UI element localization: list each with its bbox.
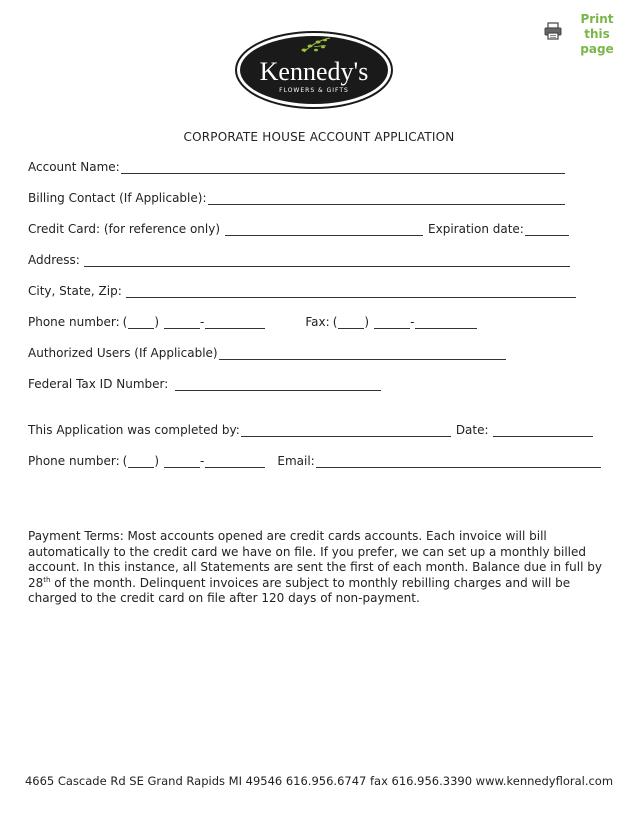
authorized-users-label: Authorized Users (If Applicable) xyxy=(28,346,218,360)
print-line2: page xyxy=(580,42,614,56)
billing-contact-field[interactable] xyxy=(208,191,565,205)
fax-label: Fax: xyxy=(305,315,330,329)
billing-contact-label: Billing Contact (If Applicable): xyxy=(28,191,207,205)
dash: - xyxy=(200,454,205,468)
kennedys-logo xyxy=(234,30,394,110)
phone-prefix-field[interactable] xyxy=(164,315,200,329)
email-label: Email: xyxy=(277,454,315,468)
dash: - xyxy=(200,315,205,329)
expiration-field[interactable] xyxy=(525,222,569,236)
city-state-zip-label: City, State, Zip: xyxy=(28,284,122,298)
dash: - xyxy=(410,315,415,329)
account-name-label: Account Name: xyxy=(28,160,120,174)
fax-area-code-field[interactable] xyxy=(338,315,364,329)
paren-close: ) xyxy=(154,454,160,468)
phone-label: Phone number: xyxy=(28,315,120,329)
paren-close: ) xyxy=(364,315,370,329)
federal-tax-row xyxy=(28,375,381,391)
paren-open: ( xyxy=(122,315,128,329)
account-name-field[interactable] xyxy=(121,160,565,174)
address-label: Address: xyxy=(28,253,80,267)
completed-by-row xyxy=(28,421,593,437)
authorized-users-field[interactable] xyxy=(219,346,506,360)
credit-card-label: Credit Card: (for reference only) xyxy=(28,222,221,236)
fax-line-field[interactable] xyxy=(415,315,477,329)
phone2-area-code-field[interactable] xyxy=(128,454,154,468)
federal-tax-field[interactable] xyxy=(175,377,381,391)
email-field[interactable] xyxy=(316,454,601,468)
billing-contact-row xyxy=(28,189,565,205)
credit-card-field[interactable] xyxy=(225,222,423,236)
address-row xyxy=(28,251,570,267)
completed-by-label: This Application was completed by: xyxy=(28,423,240,437)
city-state-zip-row xyxy=(28,282,576,298)
page-title: CORPORATE HOUSE ACCOUNT APPLICATION xyxy=(183,130,455,144)
logo-tagline: FLOWERS & GIFTS xyxy=(279,87,349,94)
footer-contact: 4665 Cascade Rd SE Grand Rapids MI 49546 616.956.6747 fax 616.956.3390 www.kennedyfloral.com xyxy=(24,774,614,788)
paren-open: ( xyxy=(122,454,128,468)
fax-prefix-field[interactable] xyxy=(374,315,410,329)
terms-text-after: of the month. Delinquent invoices are subject to monthly rebilling charges and will be charged to the credit card on file after 120 days of non-payment. xyxy=(28,575,571,605)
account-name-row xyxy=(28,158,565,174)
phone2-line-field[interactable] xyxy=(205,454,265,468)
logo-name: Kennedy's xyxy=(259,57,369,86)
phone2-label: Phone number: xyxy=(28,454,120,468)
address-field[interactable] xyxy=(84,253,570,267)
date-field[interactable] xyxy=(493,423,593,437)
credit-card-row xyxy=(28,220,569,236)
federal-tax-label: Federal Tax ID Number: xyxy=(28,377,169,391)
print-line1: Print this xyxy=(580,12,614,41)
completed-by-field[interactable] xyxy=(241,423,451,437)
payment-terms xyxy=(28,529,608,607)
paren-open: ( xyxy=(332,315,338,329)
phone-fax-row xyxy=(28,313,477,329)
print-text[interactable] xyxy=(568,12,626,57)
phone-area-code-field[interactable] xyxy=(128,315,154,329)
city-state-zip-field[interactable] xyxy=(126,284,576,298)
phone-email-row xyxy=(28,452,601,468)
expiration-label: Expiration date: xyxy=(428,222,524,236)
date-label: Date: xyxy=(455,423,489,437)
authorized-users-row xyxy=(28,344,506,360)
printer-icon xyxy=(544,22,562,40)
phone2-prefix-field[interactable] xyxy=(164,454,200,468)
terms-text-before: Payment Terms: Most accounts opened are credit cards accounts. Each invoice will bill automatically to the credit card we have on file. If you prefer, we can set up a monthly billed account. In this instance, all Statements are sent the first of each month. Balance due in full by 28 xyxy=(28,529,602,590)
paren-close: ) xyxy=(154,315,160,329)
phone-line-field[interactable] xyxy=(205,315,265,329)
print-page-link[interactable] xyxy=(544,12,626,57)
terms-superscript: th xyxy=(43,575,51,584)
